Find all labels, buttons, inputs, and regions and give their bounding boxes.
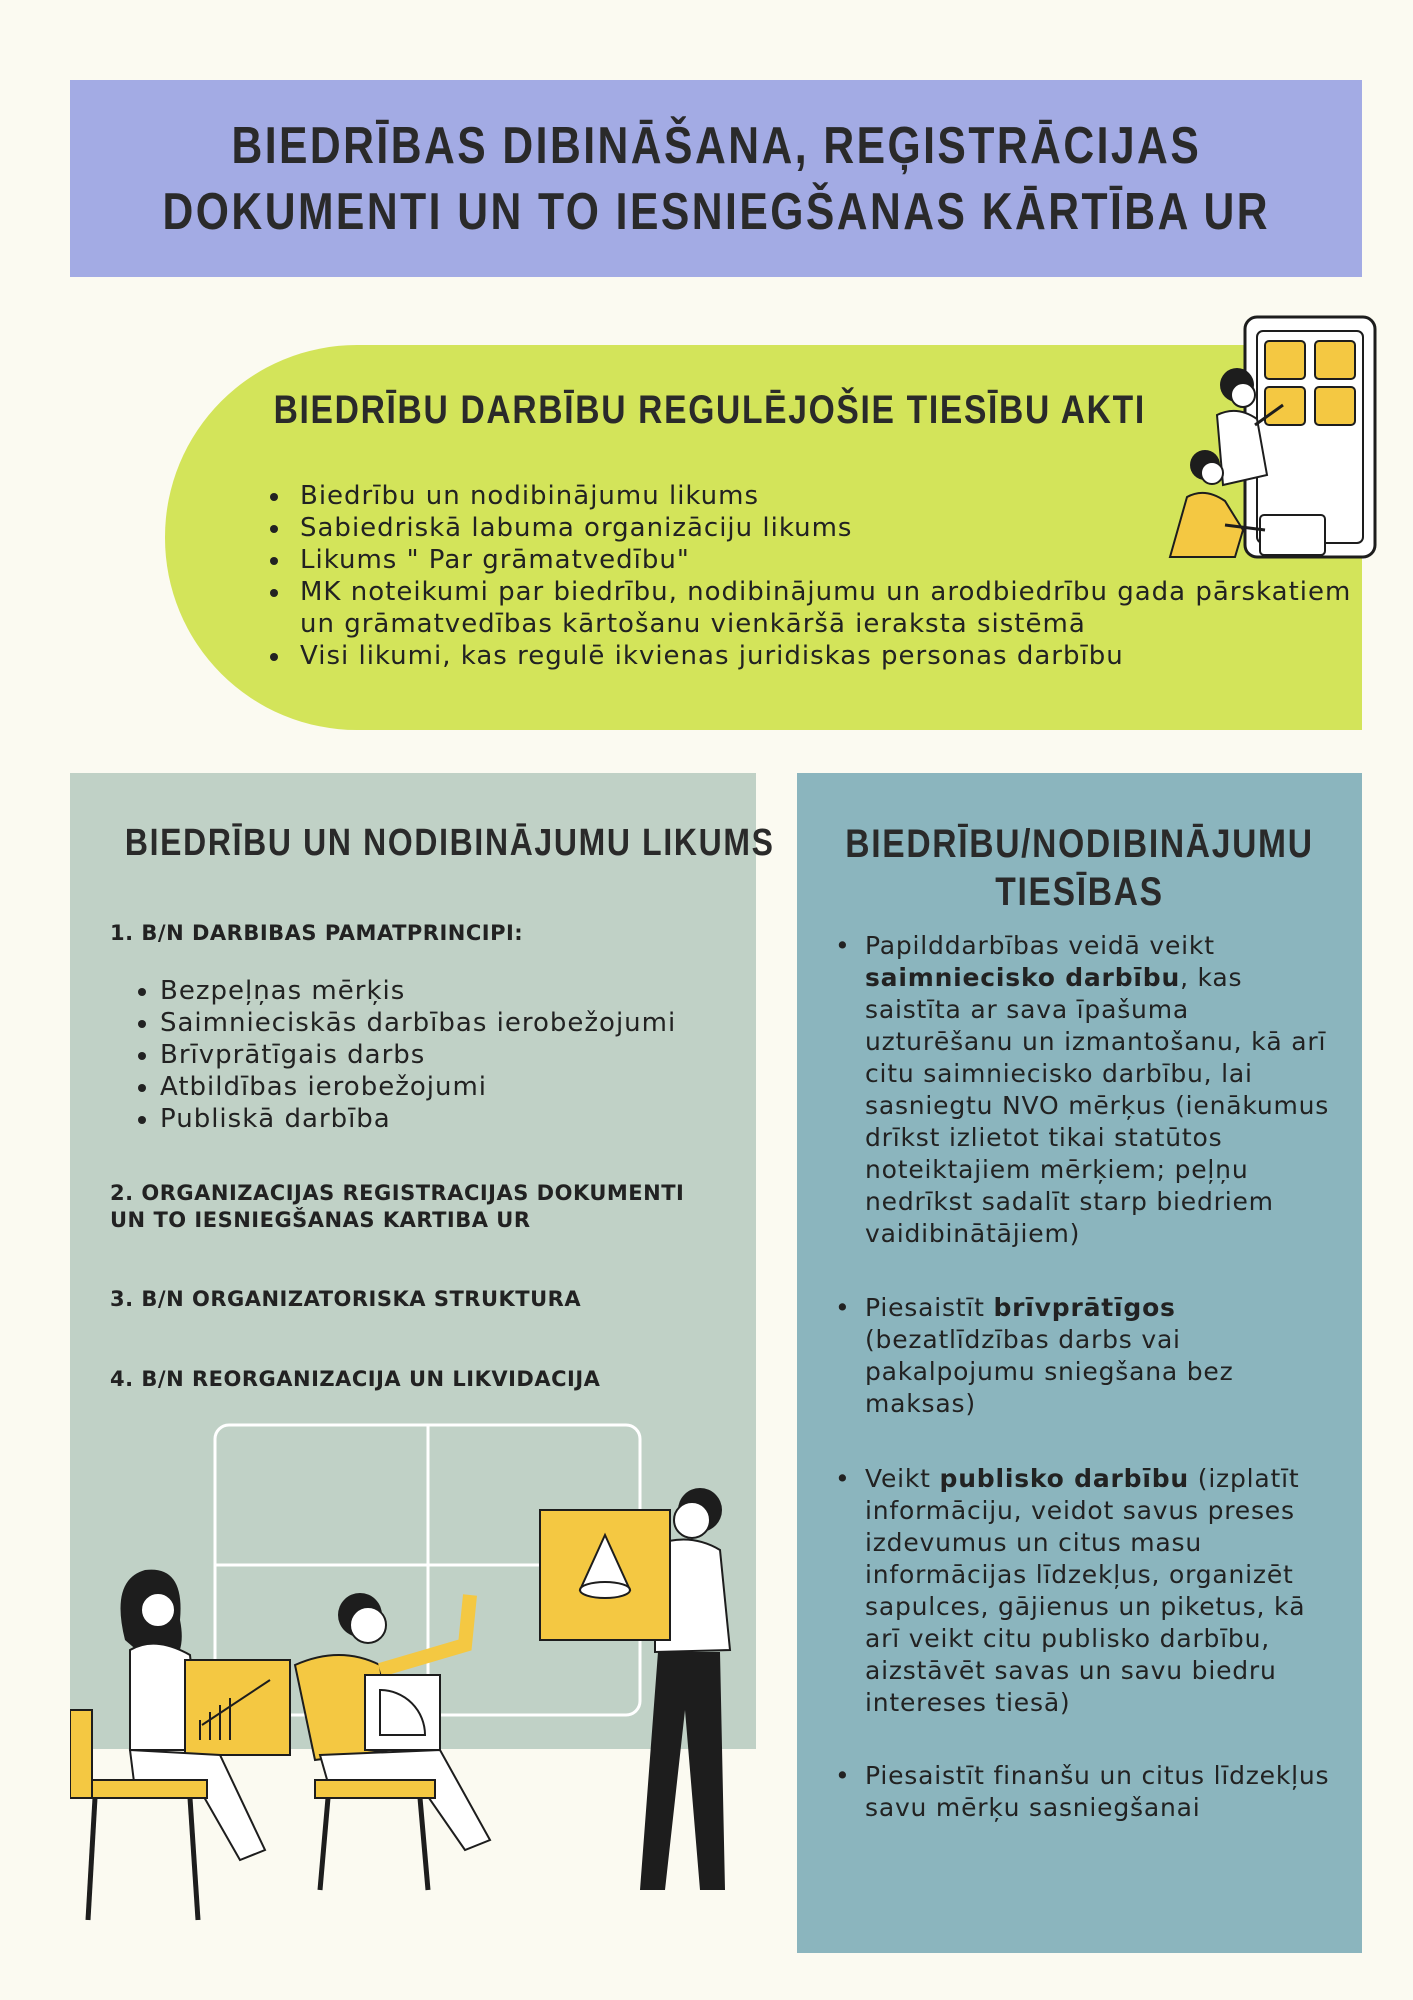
list-item: • Atbildības ierobežojumi [160,1071,676,1103]
section-structure-heading: 3. B/N ORGANIZATORISKA STRUKTURA [110,1287,582,1311]
list-item: • Publiskā darbība [160,1103,676,1135]
list-item: • Sabiedriskā labuma organizāciju likums [292,512,1382,544]
page-title-line-2: DOKUMENTI UN TO IESNIEGŠANAS KĀRTĪBA UR [162,182,1270,241]
team-charts-illustration [70,1420,750,1940]
rights-item-public: • Veikt publisko darbību (izplatīt informāciju, veidot savus preses izdevumus un citus masu informācijas līdzekļus, organizēt sapulces, gājienus un piketus, kā arī veikt citu publisko darbību, aizstāvēt savas un savu biedru intereses tiesā) [835,1464,1306,1717]
list-item: • Biedrību un nodibinājumu likums [292,480,1382,512]
principles-list [130,975,676,1135]
rights-item-volunteers: • Piesaistīt brīvprātīgos (bezatlīdzības darbs vai pakalpojumu sniegšana bez maksas) [835,1293,1234,1418]
section-principles-heading: 1. B/N DARBIBAS PAMATPRINCIPI: [110,921,524,945]
list-item: • Brīvprātīgais darbs [160,1039,676,1071]
list-item: • Bezpeļņas mērķis [160,975,676,1007]
laws-heading: BIEDRĪBU DARBĪBU REGULĒJOŠIE TIESĪBU AKTI [273,388,1146,432]
rights-item-economic: • Papilddarbības veidā veikt saimniecisko darbību, kas saistīta ar sava īpašuma uzturēšanu un izmantošanu, kā arī citu saimniecisko darbību, lai sasniegtu NVO mērķus (ienākumus drīkst izlietot tikai statūtos noteiktajiem mērķiem; peļņu nedrīkst sadalīt starp biedriem vaidibinātājiem) [835,931,1330,1248]
section-reorganization-heading: 4. B/N REORGANIZACIJA UN LIKVIDACIJA [110,1367,601,1391]
list-item: • Visi likumi, kas regulē ikvienas juridiskas personas darbību [292,640,1382,672]
page-title-line-1: BIEDRĪBAS DIBINĀŠANA, REĢISTRĀCIJAS [231,116,1201,175]
title-banner [70,80,1362,277]
list-item: • Likums " Par grāmatvedību" [292,544,1382,576]
rights-item-funding: • Piesaistīt finanšu un citus līdzekļus savu mērķu sasniegšanai [835,1761,1330,1822]
bullet-icon: • [835,1761,851,1790]
rights-heading-line-1: BIEDRĪBU/NODIBINĀJUMU [845,822,1314,866]
bullet-icon: • [835,931,851,960]
list-item: • MK noteikumi par biedrību, nodibinājumu un arodbiedrību gada pārskatiem un grāmatvedības kārtošanu vienkāršā ieraksta sistēmā [292,576,1382,640]
section-registration-heading: 2. ORGANIZACIJAS REGISTRACIJAS DOKUMENTI UN TO IESNIEGŠANAS KARTIBA UR [110,1181,685,1232]
bullet-icon: • [835,1464,851,1493]
rights-heading [797,820,1362,916]
puzzle-team-illustration [1165,315,1380,565]
law-panel-heading: BIEDRĪBU UN NODIBINĀJUMU LIKUMS [124,822,775,864]
rights-heading-line-2: TIESĪBAS [995,870,1164,914]
list-item: • Saimnieciskās darbības ierobežojumi [160,1007,676,1039]
bullet-icon: • [835,1293,851,1322]
